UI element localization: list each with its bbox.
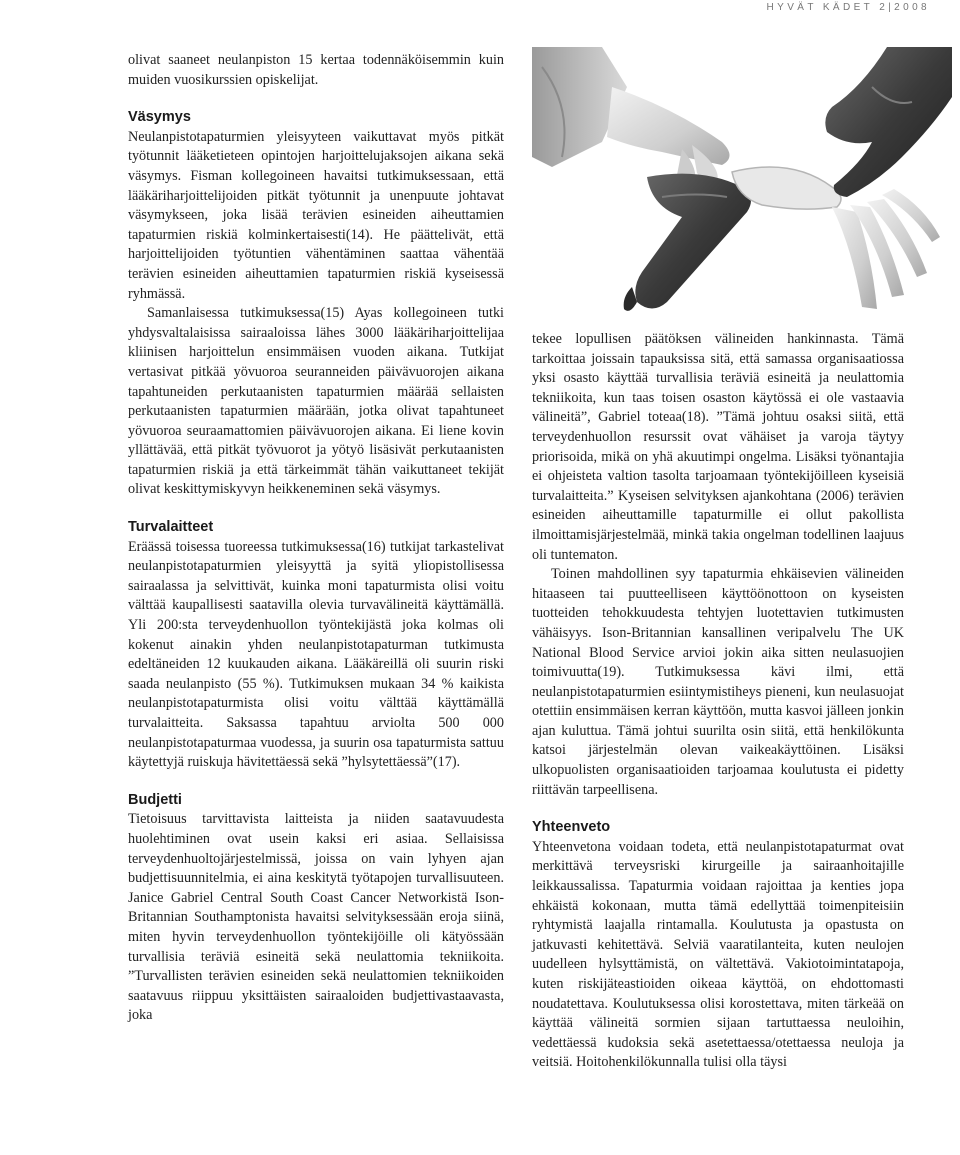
gloved-hands-photo [532,47,952,317]
gloved-hands-photo-icon [532,47,952,317]
running-header: HYVÄT KÄDET 2|2008 [766,2,930,13]
left-column [128,51,504,1026]
body-paragraph: Neulanpistotapaturmien yleisyyteen vaikuttavat myös pitkät työtunnit lääketieteen opintojen harjoittelujaksojen aikana sekä väsymys. Fisman kollegoineen havaitsi tutkimuksessaan, että lääkäriharjoittelijoiden pitkät työtunnit ja unenpuute johtavat väsymykseen, joka lisää terävien esineiden aiheuttamien tapaturmien riskiä kolminkertaisesti(14). He päättelivät, että harjoittelijoiden työtuntien vähentäminen saattaa vähentää terävien esineiden aiheuttamien tapaturmien riskiä kyseisessä ryhmässä. [128,128,504,302]
body-paragraph: Yhteenvetona voidaan todeta, että neulanpistotapaturmat ovat merkittävä terveysriski kirurgeille ja sairaanhoitajille leikkaussalissa. Tapaturmia voidaan rajoittaa ja kenties jopa ehkäistä kokonaan, mutta tämä edellyttää toimenpiteisiin ryhtymistä laajalla rintamalla. Koulutusta ja opastusta on jatkuvasti kehitettävä. Selviä vaaratilanteita, kuten neulojen uudelleen hylsyttämistä, on vältettävä. Vakiotoimintatapoja, kuten riskijäteastioiden oikeaa käyttöä, on ehdottomasti noudatettava. Koulutuksessa olisi korostettava, miten tärkeää on käyttää välineitä sormien sijaan tartuttaessa neuloihin, vedettäessä kudoksia sekä asetettaessa/otettaessa neuloja ja veitsiä. Hoitohenkilökunnalla tulisi olla täysi [532,838,904,1071]
section-title-budjetti: Budjetti [128,791,182,808]
section-title-vasymys: Väsymys [128,109,191,126]
section-title-yhteenveto: Yhteenveto [532,819,611,836]
body-paragraph: Tietoisuus tarvittavista laitteista ja niiden saatavuudesta huolehtiminen ovat usein kaksi eri asiaa. Sellaisissa terveydenhuoltojärjestelmissä, joissa on vain lyhyen ajan budjettisuunnitelmia, ei aina keskitytä työtapojen turvallisuuteen. Janice Gabriel Central South Coast Cancer Networkistä Ison-Britannian Southamptonista havaitsi selvityksessään eroja siinä, miten hyvin terveydenhuollon työntekijöille oli kätyössään turvallisia teräviä esineitä sekä neulattomia tekniikoita. ”Turvallisten terävien esineiden sekä neulattomien tekniikoiden saatavuus riippuu yksittäisten sairaaloiden budjettivastaavasta, joka [128,811,504,1024]
body-paragraph: Eräässä toisessa tuoreessa tutkimuksessa(16) tutkijat tarkastelivat neulanpistotapaturmien yleisyyttä ja syitä yliopistollisessa sairaalassa ja selvittivät, kuinka moni tapaturmista olisi voitu välttää kaupallisesti saatavilla olevia turvavälineitä käyttämällä. Yli 200:sta terveydenhuollon työntekijästä joka kolmas oli kokenut ainakin yhden neulanpistotapaturman tutkimusta edeltäneiden 12 kuukauden aikana. Lääkäreillä oli suurin riski saada neulanpisto (55 %). Tutkimuksen mukaan 34 % kaikista neulanpistotapaturmista olisi voitu välttää käyttämällä turvalaitteita. Saksassa tapahtuu arviolta 500 000 neulanpistotapaturmaa vuodessa, ja suurin osa tapaturmista sattuu käytettyjä ruiskuja hävitettäessä sekä ”hylsytettäessä”(17). [128,538,504,771]
intro-paragraph: olivat saaneet neulanpiston 15 kertaa todennäköisemmin kuin muiden vuosikurssien opiskelijat. [128,52,504,88]
section-title-turvalaitteet: Turvalaitteet [128,519,214,536]
right-column [532,330,904,1073]
body-paragraph: tekee lopullisen päätöksen välineiden hankinnasta. Tämä tarkoittaa joissain tapauksissa sitä, että samassa organisaatiossa yksi osasto käyttää turvallisia teräviä esineitä ja neulattomia tekniikoita, kun taas toisen osaston käytössä ei ole vastaavia välineitä”, Gabriel toteaa(18). ”Tämä johtuu osaksi siitä, että terveydenhuollon resurssit ovat vähäiset ja varoja täytyy priorisoida, mikä on yhä akuutimpi ongelma. Lisäksi työnantajia ei ohjeisteta valtion tasolta tarjoamaan työntekijöilleen kyseisiä turvalaitteita.” Kyseisen selvityksen ajankohtana (2006) terävien esineiden aiheuttamille tapaturmille ei ollut pakollista ilmoittamisjärjestelmää, minkä takia ongelman todellinen laajuus oli tuntematon. [532,331,904,563]
body-paragraph: Samanlaisessa tutkimuksessa(15) Ayas kollegoineen tutki yhdysvaltalaisissa sairaaloissa lähes 3000 lääkäriharjoittelijaa kliinisen harjoittelun ensimmäisen vuoden aikana. Tutkijat vertasivat pitkää yövuoroa seuranneiden päivävuorojen aikana tapahtuneiden perkutaanisten tapaturmien määrää sellaisten perkutaanisten tapaturmien määrään, jotka olivat tapahtuneet yövuoroa seuraamattomien päivävuorojen aikana. Ei liene kovin yllättävää, että pitkät työvuorot ja yötyö lisäsivät perkutaanisten tapaturmien riskiä ja että tärkeimmät tähän vaikuttaneet tekijät olivat keskittymiskyvyn heikkeneminen sekä väsymys. [128,305,504,498]
body-paragraph: Toinen mahdollinen syy tapaturmia ehkäisevien välineiden hitaaseen tai puutteelliseen käyttöönottoon on kyseisten tuotteiden tehokkuudesta tehtyjen luotettavien tutkimusten vähäisyys. Ison-Britannian kansallinen veripalvelu The UK National Blood Service arvioi jokin aika sitten neulasuojien toimivuutta(19). Tutkimuksessa kävi ilmi, että neulanpistotapaturmien esiintymistiheys pieneni, kun neulasuojat otettiin ensimmäisen kerran käyttöön, mutta kasvoi jälleen jonkin ajan kuluttua. Tämä johtui suurilta osin siitä, että henkilökunta katsoi järjestelmän olevan vaikeakäyttöinen. Lisäksi ulkopuolisten organisaatioiden tarjoamaa koulutusta ei pidetty riittävän tarpeellisena. [532,566,904,798]
